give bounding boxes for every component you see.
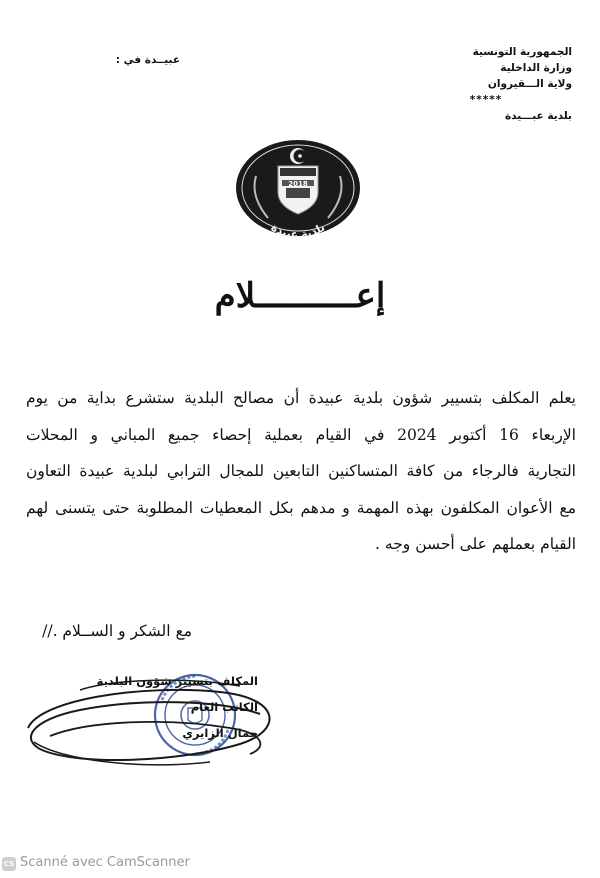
closing-greeting: مع الشكر و الســلام .//: [42, 622, 192, 640]
scanner-watermark: [0, 853, 600, 878]
header-ministry: وزارة الداخلية: [500, 62, 572, 74]
place-date: عبيــدة في :: [115, 54, 180, 66]
header-republic: الجمهورية التونسية: [472, 46, 572, 58]
notice-body: [26, 380, 576, 563]
body-line: مع الأعوان المكلفون بهذه المهمة و مدهم بكل المعطيات المطلوبة حتى يتسنى لهم: [26, 498, 576, 517]
municipality-emblem: [230, 136, 366, 244]
handwritten-signature: [20, 670, 290, 780]
signatory-title: الكاتب العام: [190, 700, 258, 714]
watermark-text: Scanné avec CamScanner: [20, 855, 190, 870]
signatory-name: جمال الزايري: [182, 726, 258, 740]
signatory-role: المكلف بتسيير شؤون البلدية: [96, 674, 258, 688]
body-line: التجارية فالرجاء من كافة المتساكنين التابعين للمجال الترابي لبلدية عبيدة التعاون: [26, 462, 576, 481]
emblem-year: 2018: [288, 180, 308, 188]
body-line: الإربعاء 16 أكتوبر 2024 في القيام بعملية إحصاء جميع المباني و المحلات: [26, 425, 576, 444]
body-line: يعلم المكلف بتسيير شؤون بلدية عبيدة أن مصالح البلدية ستشرع بداية من يوم: [26, 389, 576, 407]
notice-title: إعــــــــــلام: [214, 276, 386, 316]
emblem-caption: بلدية عبيدة: [268, 220, 328, 242]
body-line: القيام بعملهم على أحسن وجه .: [375, 535, 576, 554]
header-municipality: بلدية عبـــيدة: [504, 110, 572, 122]
header-authority: [422, 44, 572, 124]
camscanner-icon: CS: [2, 857, 16, 871]
header-stars: *****: [469, 94, 503, 106]
header-governorate: ولاية الـــقيروان: [487, 78, 572, 90]
